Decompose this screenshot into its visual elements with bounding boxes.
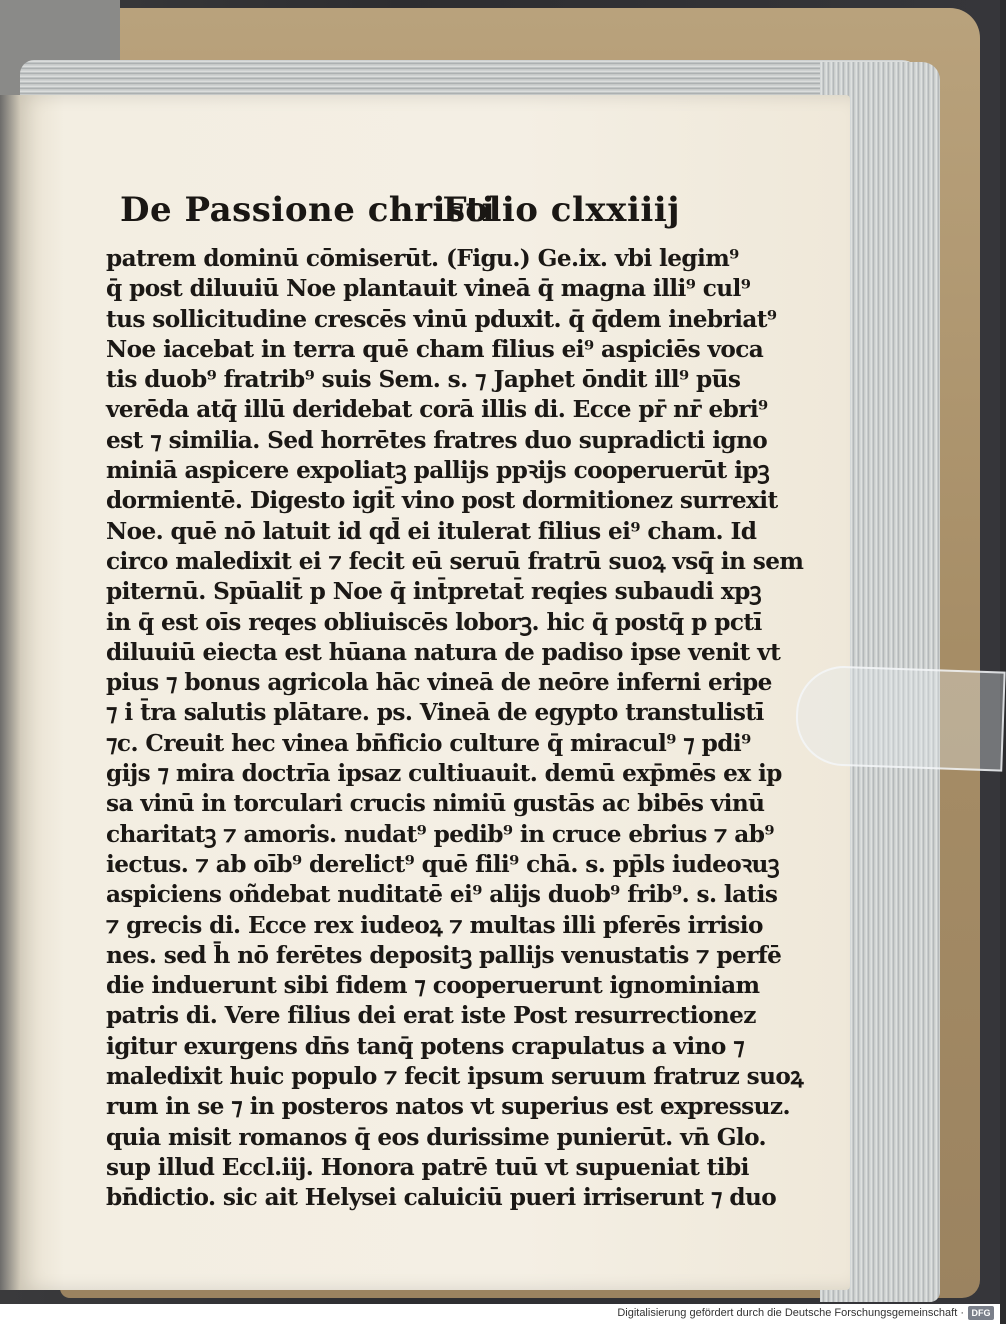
text-line: rum in se ⁊ in posteros natos vt superius est expressuz. <box>106 1093 790 1121</box>
text-line: verēda atq̄ illū deridebat corā illis di. Ecce pr̄ nr̄ ebri⁹ <box>106 396 768 424</box>
text-line: circo maledixit ei ⁊ fecit eū seruū fratrū suoꝝ vsq̄ in sem <box>106 547 804 575</box>
text-line: die induerunt sibi fidem ⁊ cooperuerunt ignominiam <box>106 972 760 1000</box>
text-line: in q̄ est oīs reqes obliuiscēs loborꝫ. hic q̄ postq̄ p pctī <box>106 608 762 636</box>
text-line: ⁊ i t̄ra salutis plātare. ps. Vineā de egypto transtulistī <box>106 699 764 727</box>
text-line: Noe. quē nō latuit id qd̄ ei itulerat filius ei⁹ cham. Id <box>106 517 757 545</box>
footer-credit: Digitalisierung gefördert durch die Deutsche Forschungsgemeinschaft · <box>617 1307 964 1319</box>
text-line: quia misit romanos q̄ eos durissime punierūt. vn̄ Glo. <box>106 1123 767 1151</box>
text-line: tis duob⁹ fratrib⁹ suis Sem. s. ⁊ Japhet ōndit ill⁹ pu̅s <box>106 366 741 394</box>
text-line: diluuiū eiecta est hūana natura de padiso ipse venit vt <box>106 638 781 666</box>
running-head <box>120 190 680 244</box>
text-line: iectus. ⁊ ab oīb⁹ derelict⁹ quē fili⁹ chā. s. pp̄ls iudeoꝛuꝫ <box>106 850 780 878</box>
text-line: ⁊ grecis di. Ecce rex iudeoꝝ ⁊ multas illi pferēs irrisio <box>106 911 763 939</box>
dfg-logo-icon: DFG <box>968 1306 994 1320</box>
page-title: De Passione christi <box>120 190 496 230</box>
text-block <box>106 244 804 1214</box>
text-line: sa vinū in torculari crucis nimiū gustās ac bibēs vinū <box>106 790 765 818</box>
text-line: pius ⁊ bonus agricola hāc vineā de neōre inferni eripe <box>106 669 772 697</box>
folio-number: Folio clxxiiij <box>442 190 680 230</box>
text-line: bn̄dictio. sic ait Helysei caluiciū pueri irriserunt ⁊ duo <box>106 1184 777 1212</box>
text-line: sup illud Eccl.iij. Honora patrē tuū vt supueniat tibi <box>106 1153 749 1181</box>
text-line: maledixit huic populo ⁊ fecit ipsum seruum fratruz suoꝝ <box>106 1063 804 1091</box>
text-line: Noe iacebat in terra quē cham filius ei⁹ aspiciēs voca <box>106 335 764 363</box>
text-line: nes. sed h̄ nō ferētes depositꝫ pallijs venustatis ⁊ perfē <box>106 941 782 969</box>
text-line: patrem dominū cōmiserūt. (Figu.) Ge.ix. vbi legim⁹ <box>106 245 739 272</box>
text-line: igitur exurgens dn̄s tanq̄ potens crapulatus a vino ⁊ <box>106 1032 745 1060</box>
bookmark-clip <box>794 664 1005 771</box>
text-line: miniā aspicere expoliatꝫ pallijs ppꝛijs cooperuerūt ipꝫ <box>106 457 770 485</box>
text-line: q̄ post diluuiū Noe plantauit vineā q̄ magna illi⁹ cul⁹ <box>106 275 751 303</box>
text-line: dormientē. Digesto igit̄ vino post dormitionez surrexit <box>106 487 778 515</box>
text-line: piternū. Spūalit̄ p Noe q̄ int̄pretat̄ reqies subaudi xpꝫ <box>106 578 762 606</box>
text-line: est ⁊ similia. Sed horrētes fratres duo supradicti igno <box>106 426 768 454</box>
text-line: gijs ⁊ mira doctrīa ipsaz cultiuauit. demū exp̄mēs ex ip <box>106 760 782 788</box>
text-line: patris di. Vere filius dei erat iste Post resurrectionez <box>106 1002 756 1030</box>
text-line: tus sollicitudine crescēs vinū pduxit. q̄ q̄dem inebriat⁹ <box>106 305 777 333</box>
page-gutter <box>0 95 20 1290</box>
text-line: charitatꝫ ⁊ amoris. nudat⁹ pedib⁹ in cruce ebrius ⁊ ab⁹ <box>106 820 774 848</box>
text-line: aspiciens oñdebat nuditatē ei⁹ alijs duob⁹ frib⁹. s. latis <box>106 881 778 909</box>
text-line: ⁊c. Creuit hec vinea bn̄ficio culture q̄ miracul⁹ ⁊ pdi⁹ <box>106 729 751 757</box>
